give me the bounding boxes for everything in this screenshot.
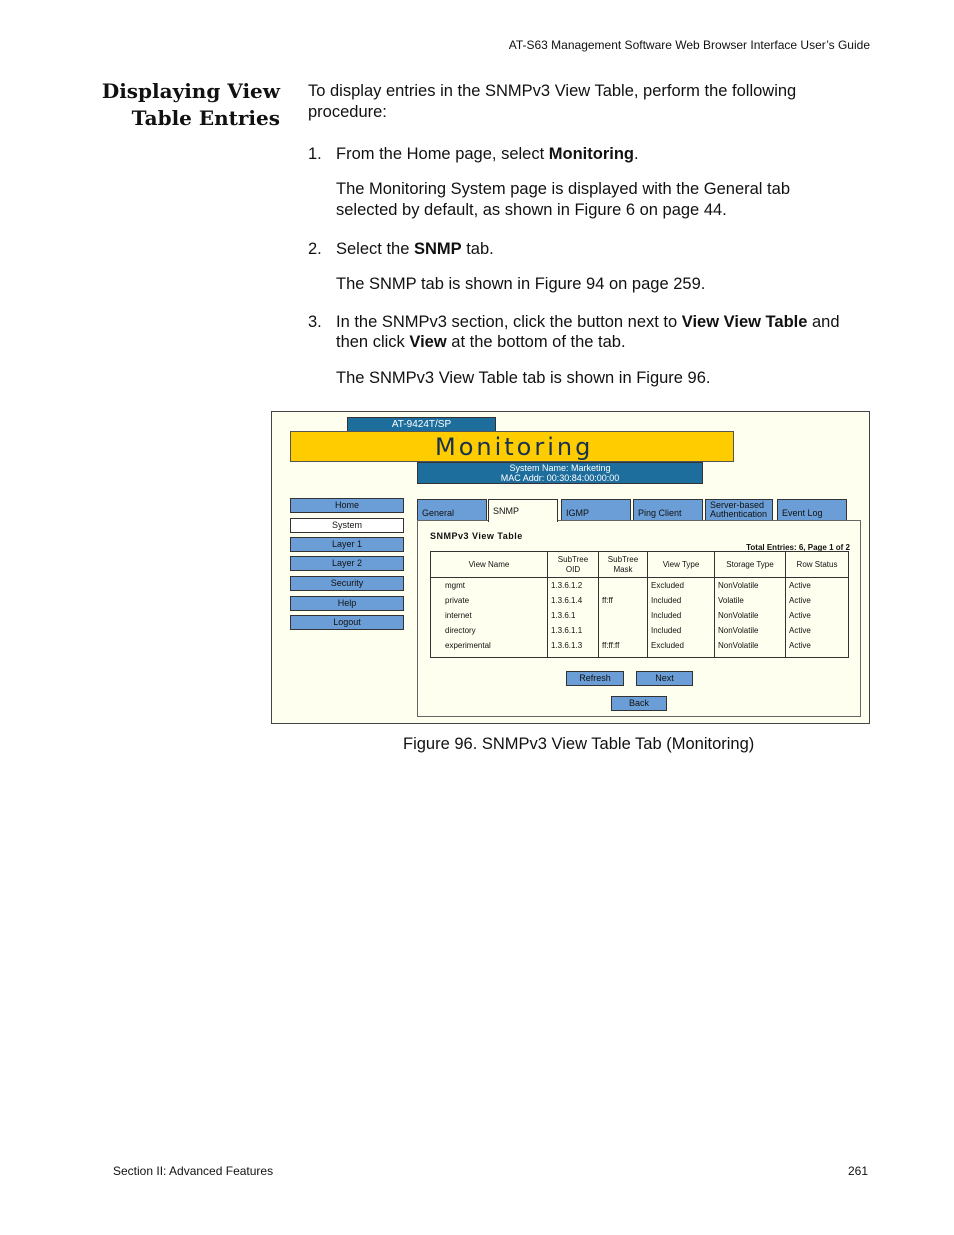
tab-snmp-label: SNMP — [493, 506, 520, 516]
table-cell: Included — [648, 608, 715, 623]
footer-section: Section II: Advanced Features — [113, 1164, 274, 1178]
nav-layer1-button[interactable]: Layer 1 — [290, 537, 404, 552]
table-cell: mgmt — [431, 578, 548, 594]
monitoring-banner — [290, 431, 734, 462]
step-3-line2 — [336, 332, 876, 353]
system-info-box — [417, 462, 703, 484]
next-button[interactable]: Next — [636, 671, 693, 686]
table-cell — [599, 623, 648, 638]
step-3-text: In the SNMPv3 section, click the button next to — [336, 313, 682, 331]
total-entries: Total Entries: 6, Page 1 of 2 — [746, 543, 850, 552]
table-row — [431, 608, 849, 623]
step-1 — [308, 144, 868, 165]
snmpv3-view-table-panel — [417, 520, 861, 717]
table-cell: 1.3.6.1.4 — [548, 593, 599, 608]
table-cell: Active — [786, 623, 849, 638]
table-cell: Excluded — [648, 578, 715, 594]
table-row — [431, 638, 849, 658]
col-storage-type: Storage Type — [715, 552, 786, 578]
section-title-line2: Table Entries — [131, 106, 280, 130]
step-3 — [308, 312, 878, 333]
step-1-result: The Monitoring System page is displayed with the General tab selected by default, as shown in Figure 6 on page 44. — [336, 180, 790, 219]
table-cell: Active — [786, 578, 849, 594]
step-3-line2-post: at the bottom of the tab. — [446, 333, 626, 351]
table-cell: Included — [648, 593, 715, 608]
table-cell: experimental — [431, 638, 548, 658]
figure-caption: Figure 96. SNMPv3 View Table Tab (Monitoring) — [403, 735, 755, 753]
nav-home-button[interactable]: Home — [290, 498, 404, 513]
step-2-number: 2. — [308, 240, 322, 258]
tab-event-log-label: Event Log — [782, 508, 823, 518]
step-2-text: Select the — [336, 240, 414, 258]
table-cell: 1.3.6.1.1 — [548, 623, 599, 638]
banner-title: Monitoring — [435, 433, 594, 461]
step-1-post: . — [634, 145, 639, 163]
section-title-line1: Displaying View — [101, 79, 280, 103]
nav-help-button[interactable]: Help — [290, 596, 404, 611]
step-1-text: From the Home page, select — [336, 145, 549, 163]
col-view-name: View Name — [431, 552, 548, 578]
step-3-bold: View View Table — [681, 313, 808, 331]
page-number: 261 — [847, 1164, 868, 1178]
table-cell: Active — [786, 608, 849, 623]
table-row — [431, 623, 849, 638]
tab-ping-client[interactable] — [633, 499, 703, 520]
table-cell: Active — [786, 593, 849, 608]
refresh-button[interactable]: Refresh — [566, 671, 624, 686]
step-3-number: 3. — [308, 313, 322, 331]
table-cell: Active — [786, 638, 849, 658]
intro-paragraph: To display entries in the SNMPv3 View Table, perform the following procedure: — [308, 82, 797, 121]
table-cell: Volatile — [715, 593, 786, 608]
tab-authentication-label: Authentication — [710, 509, 768, 519]
table-cell: Excluded — [648, 638, 715, 658]
table-row — [431, 578, 849, 594]
view-table-header — [431, 552, 849, 578]
tab-igmp-label: IGMP — [566, 508, 590, 518]
step-2 — [308, 239, 868, 260]
table-cell: 1.3.6.1.2 — [548, 578, 599, 594]
table-cell: private — [431, 593, 548, 608]
table-cell — [599, 608, 648, 623]
table-cell: 1.3.6.1 — [548, 608, 599, 623]
step-3-line2-text: then click — [336, 333, 410, 351]
step-3-post: and — [807, 313, 840, 331]
col-subtree-mask: SubTree Mask — [599, 552, 648, 578]
tab-igmp[interactable] — [561, 499, 631, 520]
nav-logout-button[interactable]: Logout — [290, 615, 404, 630]
system-name: System Name: Marketing — [509, 463, 611, 473]
step-2-post: tab. — [461, 240, 494, 258]
mac-address: MAC Addr: 00:30:84:00:00:00 — [500, 473, 620, 483]
table-cell: NonVolatile — [715, 623, 786, 638]
nav-system-button[interactable]: System — [290, 518, 404, 533]
table-cell: ff:ff:ff — [599, 638, 648, 658]
tab-snmp[interactable] — [488, 499, 558, 522]
table-cell: NonVolatile — [715, 608, 786, 623]
section-title — [84, 78, 280, 132]
table-cell: 1.3.6.1.3 — [548, 638, 599, 658]
step-1-bold: Monitoring — [548, 145, 634, 163]
view-table-title: SNMPv3 View Table — [430, 531, 523, 541]
table-cell — [599, 578, 648, 594]
table-cell: internet — [431, 608, 548, 623]
nav-layer2-button[interactable]: Layer 2 — [290, 556, 404, 571]
model-label: AT-9424T/SP — [347, 417, 496, 433]
table-cell: ff:ff — [599, 593, 648, 608]
monitoring-screenshot — [271, 411, 870, 724]
step-3-result: The SNMPv3 View Table tab is shown in Figure 96. — [336, 369, 711, 387]
tab-general[interactable] — [417, 499, 487, 520]
tab-general-label: General — [422, 508, 455, 518]
table-cell: Included — [648, 623, 715, 638]
step-3-line2-bold: View — [409, 333, 447, 351]
table-cell: directory — [431, 623, 548, 638]
step-2-bold: SNMP — [413, 240, 462, 258]
running-header: AT-S63 Management Software Web Browser Interface User’s Guide — [508, 38, 870, 52]
table-row — [431, 593, 849, 608]
tab-server-based-label: Server-based — [710, 500, 765, 510]
view-table — [430, 551, 849, 658]
nav-security-button[interactable]: Security — [290, 576, 404, 591]
col-subtree-oid: SubTree OID — [548, 552, 599, 578]
tab-ping-client-label: Ping Client — [638, 508, 682, 518]
col-view-type: View Type — [648, 552, 715, 578]
tab-event-log[interactable] — [777, 499, 847, 520]
tab-server-based-authentication[interactable] — [705, 499, 773, 520]
table-cell: NonVolatile — [715, 638, 786, 658]
step-1-number: 1. — [308, 145, 322, 163]
col-row-status: Row Status — [786, 552, 849, 578]
back-button[interactable]: Back — [611, 696, 667, 711]
step-2-result: The SNMP tab is shown in Figure 94 on page 259. — [336, 275, 706, 293]
table-cell: NonVolatile — [715, 578, 786, 594]
